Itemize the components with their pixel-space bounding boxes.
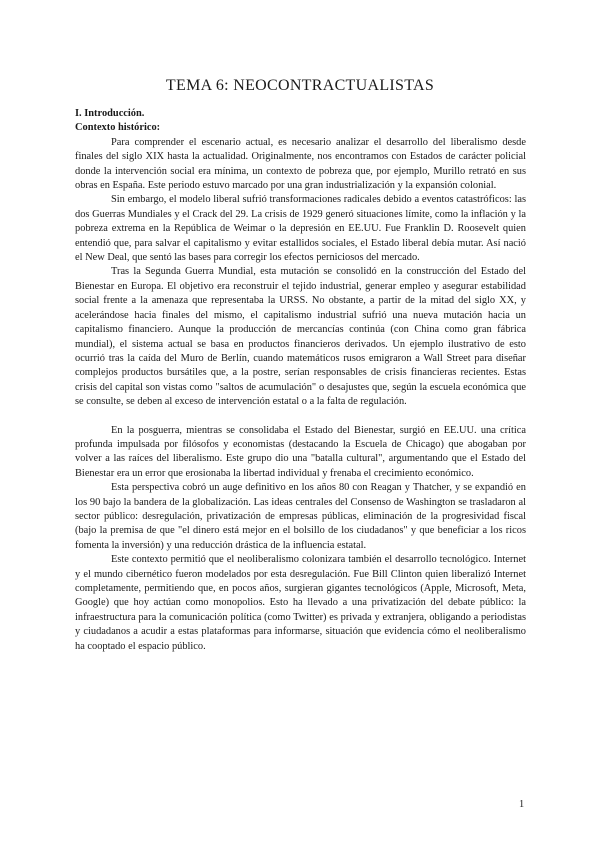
subsection-heading: Contexto histórico: bbox=[75, 122, 161, 134]
paragraph: Para comprender el escenario actual, es necesario analizar el desarrollo del liberalismo desde finales del siglo XIX hasta la actualidad. Originalmente, nos encontramos con Estados de carácter policial donde la intervención social era mínima, un contexto de pobreza que, por ejemplo, Murillo retrató en sus obras en España. Este periodo estuvo marcado por una gran industrialización y la expansión colonial. bbox=[75, 136, 526, 192]
document-body bbox=[75, 107, 526, 654]
paragraph: Este contexto permitió que el neoliberalismo colonizara también el desarrollo tecnológico. Internet y el mundo cibernético fueron modelados por esta desregulación. Fue Bill Clinton quien liberalizó Internet completamente, permitiendo que, en pocos años, surgieran gigantes tecnológicos (Apple, Microsoft, Meta, Google) que hoy actúan como monopolios. Esto ha llevado a una privatización del debate público: la infraestructura para la comunicación política (como Twitter) es privada y extranjera, obligando a periodistas y ciudadanos a acudir a estas plataformas para informarse, situación que evidencia cómo el neoliberalismo ha cooptado el espacio público. bbox=[75, 554, 526, 652]
paragraph: Esta perspectiva cobró un auge definitivo en los años 80 con Reagan y Thatcher, y se expandió en los 90 bajo la bandera de la globalización. Las ideas centrales del Consenso de Washington se trasladaron al sector público: desregulación, privatización de empresas públicas, eliminación de la progresividad fiscal (bajo la premisa de que "el dinero está mejor en el bolsillo de los ciudadanos" y que beneficiar a los ricos fomenta la inversión) y una reducción drástica de la influencia estatal. bbox=[75, 482, 526, 551]
paragraph: En la posguerra, mientras se consolidaba el Estado del Bienestar, surgió en EE.UU. una crítica profunda impulsada por filósofos y economistas (destacando la Escuela de Chicago) que abogaban por volver a las raíces del liberalismo. Este grupo dio una "batalla cultural", argumentando que el Estado del Bienestar era un error que erosionaba la libertad individual y frenaba el crecimiento económico. bbox=[75, 424, 526, 479]
page-title: TEMA 6: NEOCONTRACTUALISTAS bbox=[165, 77, 435, 94]
paragraph: Sin embargo, el modelo liberal sufrió transformaciones radicales debido a eventos catastróficos: las dos Guerras Mundiales y el Crack del 29. La crisis de 1929 generó situaciones límite, como la inflación y la pobreza extrema en la República de Weimar o la depresión en EE.UU. Fue Franklin D. Roosevelt quien entendió que, para salvar el capitalismo y evitar estallidos sociales, el Estado liberal debía mutar. Así nació el New Deal, que sentó las bases para corregir los efectos perniciosos del mercado. bbox=[75, 194, 526, 264]
page-number: 1 bbox=[519, 799, 525, 810]
section-heading: I. Introducción. bbox=[75, 108, 145, 119]
paragraph: Tras la Segunda Guerra Mundial, esta mutación se consolidó en la construcción del Estado del Bienestar en Europa. El objetivo era reconstruir el tejido industrial, generar empleo y asegurar estabilidad social frente a la amenaza que representaba la URSS. No obstante, a partir de la mitad del siglo XX, y acelerándose hacia finales del mismo, el capitalismo industrial sufrió una nueva mutación hacia un capitalismo financiero. Aunque la producción de mercancías continúa (con China como gran fábrica mundial), el sistema actual se basa en productos financieros derivados. Un ejemplo ilustrativo de esto ocurrió tras la caída del Muro de Berlín, cuando matemáticos rusos emigraron a Wall Street para diseñar complejos productos bursátiles que, a la postre, serían responsables de crisis financieras recientes. Estas crisis del capital son vistas como "saltos de acumulación" o desajustes que, según la escuela económica que se consulte, se deben al exceso de intervención estatal o a la falta de regulación. bbox=[75, 266, 526, 408]
